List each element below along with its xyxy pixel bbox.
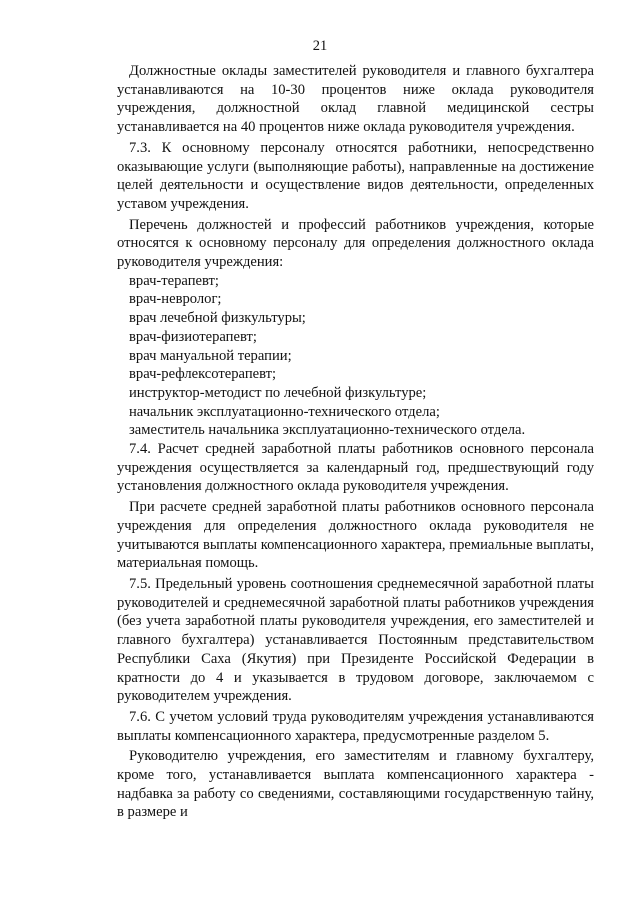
paragraph-salary-deputies: Должностные оклады заместителей руководителя и главного бухгалтера устанавливаются на 10-30 процентов ниже оклада руководителя учреждения, должностной оклад главной медицинской сестры устанавливается на 40 процентов ниже оклада руководителя учреждения. — [117, 63, 594, 136]
paragraph-positions-intro: Перечень должностей и профессий работников учреждения, которые относятся к основному персоналу для определения должностного оклада руководителя учреждения: — [117, 216, 594, 271]
paragraph-7-3: 7.3. К основному персоналу относятся работники, непосредственно оказывающие услуги (выполняющие работы), направленные на достижение целей деятельности и осуществление видов деятельности, определенных уставом учреждения. — [117, 139, 594, 212]
positions-list — [117, 272, 594, 440]
paragraph-secrecy-allowance: Руководителю учреждения, его заместителям и главному бухгалтеру, кроме того, устанавливается выплата компенсационного характера - надбавка за работу со сведениями, составляющими государственную тайну, в размере и — [117, 748, 594, 821]
list-item: начальник эксплуатационно-технического отдела; — [129, 403, 440, 420]
list-item: инструктор-методист по лечебной физкультуре; — [129, 384, 427, 401]
list-item: врач лечебной физкультуры; — [129, 310, 306, 327]
list-item: врач-невролог; — [129, 291, 222, 308]
page-number: 21 — [312, 38, 328, 54]
paragraph-average-salary-calc: При расчете средней заработной платы работников основного персонала учреждения для определения должностного оклада руководителя не учитываются выплаты компенсационного характера, премиальные выплаты, материальная помощь. — [117, 499, 594, 572]
list-item: врач-терапевт; — [129, 272, 219, 289]
paragraph-7-5: 7.5. Предельный уровень соотношения среднемесячной заработной платы руководителей и среднемесячной заработной платы работников учреждения (без учета заработной платы руководителя учреждения, его заместителей и главного бухгалтера) устанавливается Постоянным представительством Республики Саха (Якутия) при Президенте Российской Федерации в кратности до 4 и указывается в трудовом договоре, заключаемом с руководителем учреждения. — [117, 575, 594, 705]
list-item: врач-рефлексотерапевт; — [129, 366, 277, 383]
paragraph-7-6: 7.6. С учетом условий труда руководителям учреждения устанавливаются выплаты компенсационного характера, предусмотренные разделом 5. — [117, 708, 594, 744]
list-item: врач-физиотерапевт; — [129, 328, 257, 345]
paragraph-7-4: 7.4. Расчет средней заработной платы работников основного персонала учреждения осуществляется за календарный год, предшествующий году установления должностного оклада руководителя учреждения. — [117, 441, 594, 495]
list-item: заместитель начальника эксплуатационно-технического отдела. — [129, 422, 526, 439]
list-item: врач мануальной терапии; — [129, 347, 292, 364]
document-body — [117, 62, 594, 822]
